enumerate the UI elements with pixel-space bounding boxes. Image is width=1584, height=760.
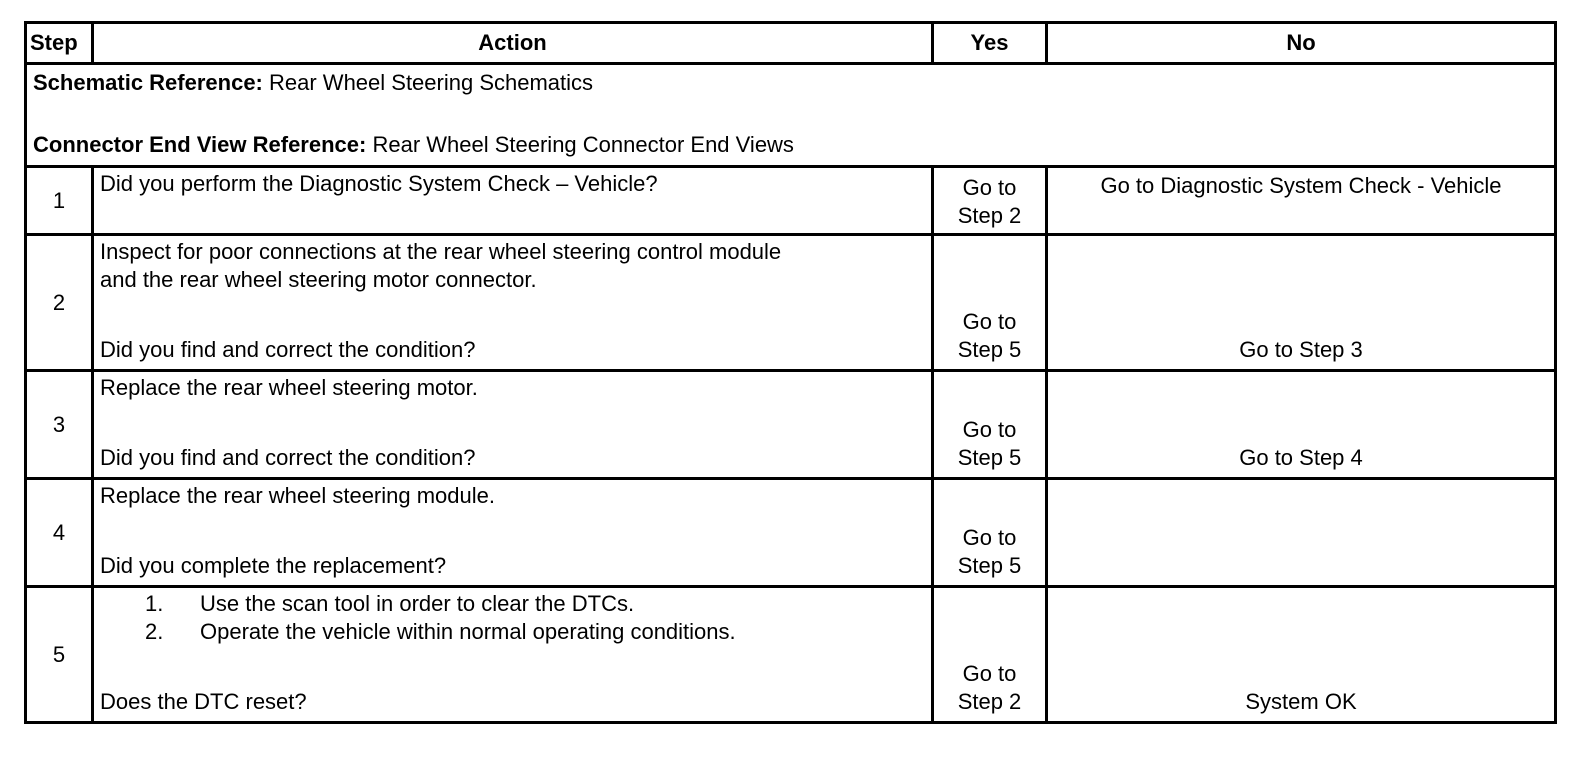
no-cell — [1047, 167, 1556, 235]
instruction-list — [100, 590, 925, 646]
list-item-text: Operate the vehicle within normal operating conditions. — [200, 619, 736, 644]
no-cell — [1047, 587, 1556, 723]
connector-reference-link[interactable]: Rear Wheel Steering Connector End Views — [366, 132, 794, 157]
list-item-number: 2. — [145, 619, 164, 644]
yes-cell — [933, 371, 1047, 479]
header-row — [26, 23, 1556, 64]
schematic-reference — [33, 69, 1548, 97]
action-cell — [93, 479, 933, 587]
action-question: Does the DTC reset? — [100, 689, 307, 714]
no-cell — [1047, 371, 1556, 479]
reference-row — [26, 64, 1556, 167]
action-cell — [93, 235, 933, 371]
reference-cell — [26, 64, 1556, 167]
action-cell — [93, 167, 933, 235]
yes-link[interactable]: Go to Step 2 — [957, 661, 1022, 714]
header-no: No — [1047, 23, 1556, 64]
header-step: Step — [26, 23, 93, 64]
no-link[interactable]: Go to Step 4 — [1239, 445, 1363, 470]
yes-cell — [933, 235, 1047, 371]
step-number: 3 — [26, 371, 93, 479]
no-link[interactable]: Go to Diagnostic System Check - Vehicle — [1100, 173, 1502, 198]
action-question: Did you find and correct the condition? — [100, 337, 476, 362]
yes-cell — [933, 587, 1047, 723]
action-instruction: Replace the rear wheel steering motor. — [100, 375, 478, 400]
action-question: Did you perform the Diagnostic System Check – Vehicle? — [100, 171, 658, 196]
action-instruction: Replace the rear wheel steering module. — [100, 483, 496, 508]
table-row — [26, 235, 1556, 371]
table-row — [26, 479, 1556, 587]
action-question: Did you find and correct the condition? — [100, 445, 476, 470]
no-cell — [1047, 235, 1556, 371]
yes-cell — [933, 167, 1047, 235]
yes-link[interactable]: Go to Step 5 — [957, 525, 1022, 578]
yes-link[interactable]: Go to Step 2 — [957, 175, 1022, 228]
table-row — [26, 371, 1556, 479]
diagnostic-table — [24, 21, 1557, 724]
schematic-reference-link[interactable]: Rear Wheel Steering Schematics — [262, 70, 594, 95]
step-number: 4 — [26, 479, 93, 587]
step-number: 2 — [26, 235, 93, 371]
step-number: 1 — [26, 167, 93, 235]
connector-reference — [33, 131, 1548, 159]
yes-cell — [933, 479, 1047, 587]
header-action: Action — [93, 23, 933, 64]
yes-link[interactable]: Go to Step 5 — [957, 417, 1022, 470]
table-row — [26, 587, 1556, 723]
action-instruction: Inspect for poor connections at the rear wheel steering control module and the rear wheel steering motor connector. — [100, 239, 782, 292]
list-item-number: 1. — [145, 591, 164, 616]
action-cell — [93, 587, 933, 723]
connector-reference-label: Connector End View Reference: — [33, 132, 367, 157]
schematic-reference-label: Schematic Reference: — [33, 70, 263, 95]
list-item — [145, 590, 925, 618]
no-link[interactable]: Go to Step 3 — [1239, 337, 1363, 362]
no-cell — [1047, 479, 1556, 587]
action-question: Did you complete the replacement? — [100, 553, 447, 578]
header-yes: Yes — [933, 23, 1047, 64]
list-item — [145, 618, 925, 646]
no-link[interactable]: System OK — [1245, 689, 1357, 714]
list-item-text: Use the scan tool in order to clear the DTCs. — [200, 591, 635, 616]
yes-link[interactable]: Go to Step 5 — [957, 309, 1022, 362]
table-row — [26, 167, 1556, 235]
step-number: 5 — [26, 587, 93, 723]
action-cell — [93, 371, 933, 479]
